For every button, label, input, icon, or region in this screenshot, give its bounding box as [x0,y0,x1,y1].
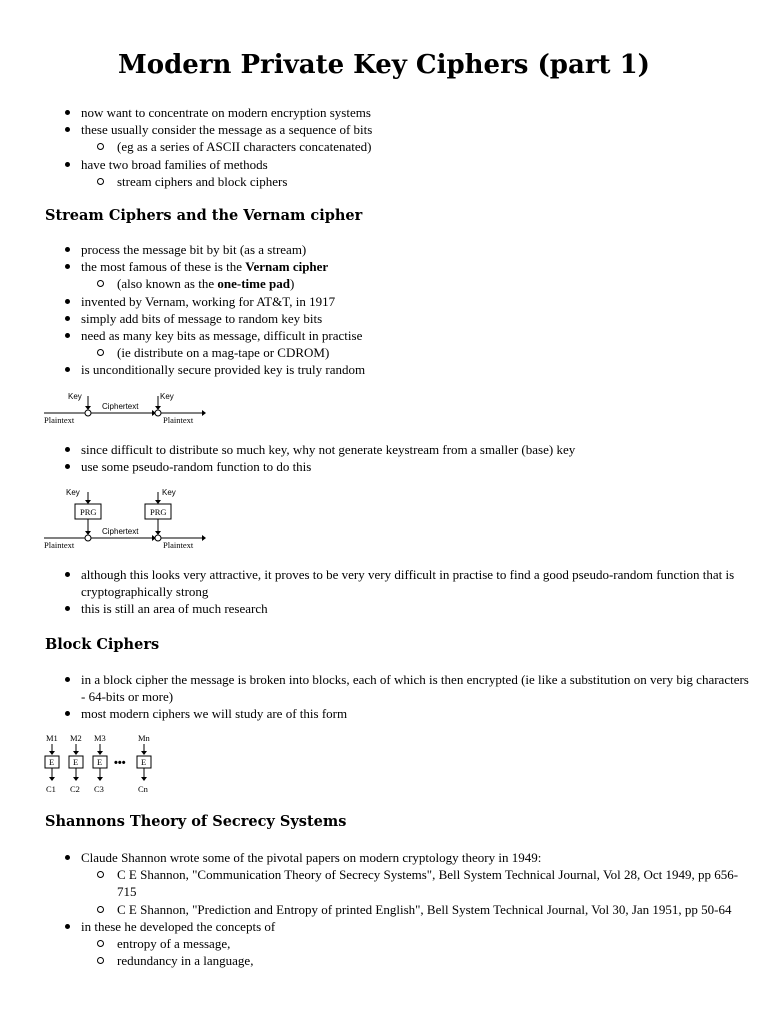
list-item: in a block cipher the message is broken into blocks, each of which is then encrypted (ie like a substitution on very big characters - 64-bits or more) [60,671,750,705]
list-item: now want to concentrate on modern encryption systems [60,104,750,121]
section-heading-shannon: Shannons Theory of Secrecy Systems [45,813,347,830]
sub-list-item: (ie distribute on a mag-tape or CDROM) [81,344,750,361]
plaintext-label-right: Plaintext [163,415,194,425]
block-output-label: C2 [70,784,80,794]
stream-list [60,241,750,379]
encrypt-box-label: E [73,757,79,767]
list-item: most modern ciphers we will study are of this form [60,705,750,722]
list-item: process the message bit by bit (as a stream) [60,241,750,258]
list-item: invented by Vernam, working for AT&T, in 1917 [60,293,750,310]
sub-list-item: entropy of a message, [81,935,750,952]
block-output-label: Cn [138,784,148,794]
vernam-cipher-term: Vernam cipher [245,259,329,275]
block-output-label: C3 [94,784,104,794]
encrypt-box-label: E [49,757,55,767]
list-item [60,849,750,918]
key-arrowhead-right [155,500,161,504]
list-item-text: the most famous of these is the [81,259,246,275]
prg-arrowhead-right [155,531,161,535]
list-item: simply add bits of message to random key bits [60,310,750,327]
list-item [60,156,750,190]
sub-list-item-text: ) [289,276,295,292]
sub-list-item-text: (also known as the [117,276,218,292]
list-item-text: these usually consider the message as a sequence of bits [81,122,373,138]
stream-list-final [60,566,750,618]
key-label-right: Key [160,392,174,401]
block-output-label: C1 [46,784,56,794]
input-arrowhead [97,751,103,755]
plaintext-label-right: Plaintext [163,540,194,550]
encrypt-box-label: E [141,757,147,767]
block-input-label: M2 [70,733,82,743]
one-time-pad-term: one-time pad [217,276,290,292]
ciphertext-label: Ciphertext [102,402,139,411]
list-item: use some pseudo-random function to do this [60,458,750,475]
key-label-left: Key [66,488,80,497]
sub-list-item: C E Shannon, "Communication Theory of Secrecy Systems", Bell System Technical Journal, Vol 28, Oct 1949, pp 656-715 [81,866,750,900]
sub-list [81,275,750,292]
block-cipher-diagram [42,730,172,800]
list-item [60,327,750,361]
plaintext-label-left: Plaintext [44,415,75,425]
list-item-text: have two broad families of methods [81,156,268,172]
prg-label-left: PRG [80,507,97,517]
stream-list-continued [60,441,750,475]
list-item: since difficult to distribute so much key, why not generate keystream from a smaller (base) key [60,441,750,458]
list-item-text: need as many key bits as message, difficult in practise [81,328,363,344]
sub-list-item: (eg as a series of ASCII characters concatenated) [81,138,750,155]
prg-stream-cipher-diagram [42,484,212,554]
input-arrowhead [141,751,147,755]
key-label-left: Key [68,392,82,401]
list-item [60,258,750,292]
output-arrowhead [97,777,103,781]
sub-list [81,138,750,155]
block-input-label: Mn [138,733,150,743]
plaintext-out-arrowhead [202,535,206,541]
sub-list [81,344,750,361]
ellipsis-dots: ••• [114,757,126,769]
sub-list-item [81,275,750,292]
list-item-text: Claude Shannon wrote some of the pivotal papers on modern cryptology theory in 1949: [81,850,542,865]
sub-list-item: C E Shannon, "Prediction and Entropy of printed English", Bell System Technical Journal, Vol 30, Jan 1951, pp 50-64 [81,901,750,918]
xor-symbol-right [155,410,161,416]
prg-arrowhead-left [85,531,91,535]
page-title: Modern Private Key Ciphers (part 1) [118,50,650,80]
list-item: is unconditionally secure provided key is truly random [60,361,750,378]
key-label-right: Key [162,488,176,497]
sub-list [81,173,750,190]
encrypt-box-label: E [97,757,103,767]
key-arrowhead-left [85,406,91,410]
xor-symbol-right [155,535,161,541]
block-input-label: M3 [94,733,106,743]
output-arrowhead [73,777,79,781]
xor-symbol-left [85,535,91,541]
plaintext-out-arrowhead [202,410,206,416]
output-arrowhead [49,777,55,781]
xor-symbol-left [85,410,91,416]
list-item [60,918,750,970]
sub-list [81,935,750,969]
input-arrowhead [73,751,79,755]
input-arrowhead [49,751,55,755]
key-arrowhead-right [155,406,161,410]
vernam-cipher-diagram [42,390,212,430]
plaintext-label-left: Plaintext [44,540,75,550]
block-list [60,671,750,723]
prg-label-right: PRG [150,507,167,517]
output-arrowhead [141,777,147,781]
list-item [60,121,750,155]
block-input-label: M1 [46,733,58,743]
intro-list [60,104,750,190]
list-item: this is still an area of much research [60,600,750,617]
ciphertext-label: Ciphertext [102,527,139,536]
key-arrowhead-left [85,500,91,504]
list-item-text: in these he developed the concepts of [81,918,276,934]
section-heading-block-ciphers: Block Ciphers [45,636,160,653]
list-item: although this looks very attractive, it proves to be very very difficult in practise to find a good pseudo-random function that is cryptographically strong [60,566,750,600]
shannon-list [60,849,750,969]
sub-list-item: stream ciphers and block ciphers [81,173,750,190]
sub-list [81,866,750,918]
sub-list-item: redundancy in a language, [81,952,750,969]
section-heading-stream-ciphers: Stream Ciphers and the Vernam cipher [45,207,363,224]
